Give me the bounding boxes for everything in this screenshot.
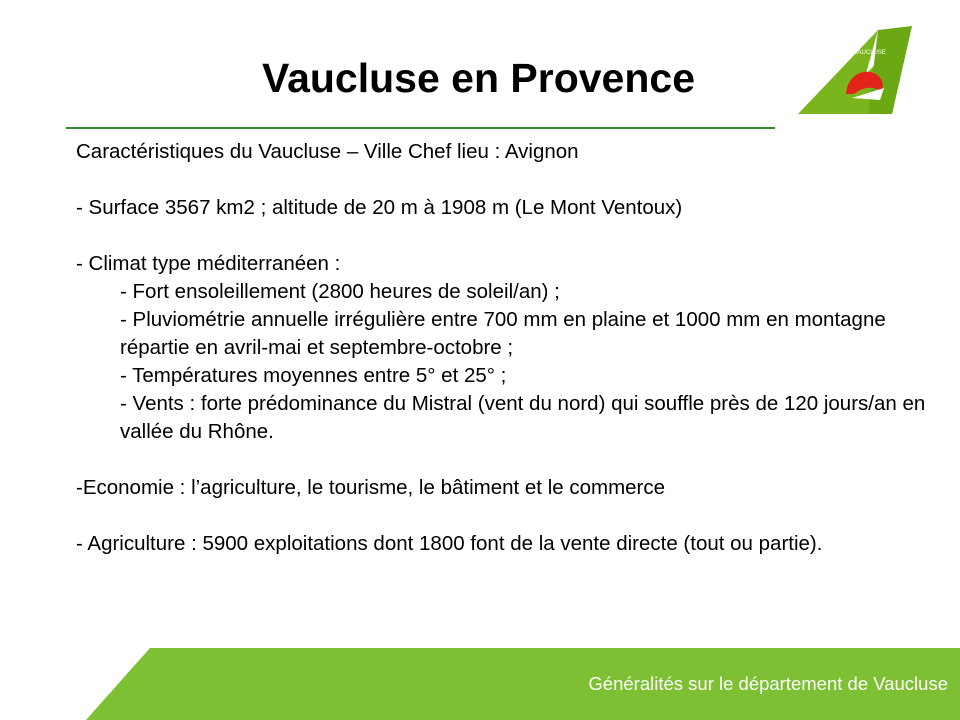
slide-title: Vaucluse en Provence	[262, 55, 696, 101]
climate-item-winds: - Vents : forte prédominance du Mistral (vent du nord) qui souffle près de 120 jours/an en vallée du Rhône.	[120, 392, 926, 443]
climate-item-sunshine: - Fort ensoleillement (2800 heures de soleil/an) ;	[120, 280, 560, 303]
intro-heading: Caractéristiques du Vaucluse – Ville Chef lieu : Avignon	[76, 140, 579, 163]
footer-text: Généralités sur le département de Vaucluse	[588, 673, 948, 694]
vaucluse-logo-icon	[792, 22, 932, 122]
slide-body	[76, 138, 946, 558]
climate-item-rainfall: - Pluviométrie annuelle irrégulière entre 700 mm en plaine et 1000 mm en montagne répartie en avril-mai et septembre-octobre ;	[120, 308, 886, 359]
surface-line: - Surface 3567 km2 ; altitude de 20 m à 1908 m (Le Mont Ventoux)	[76, 196, 683, 219]
climate-line: - Climat type méditerranéen :	[76, 252, 341, 275]
climate-item-temperatures: - Températures moyennes entre 5° et 25° ;	[120, 364, 507, 387]
logo-text: VAUCLUSE	[854, 50, 886, 56]
title-underline	[66, 127, 775, 129]
agriculture-line: - Agriculture : 5900 exploitations dont 1800 font de la vente directe (tout ou partie).	[76, 532, 823, 555]
economy-line: -Economie : l’agriculture, le tourisme, le bâtiment et le commerce	[76, 476, 666, 499]
